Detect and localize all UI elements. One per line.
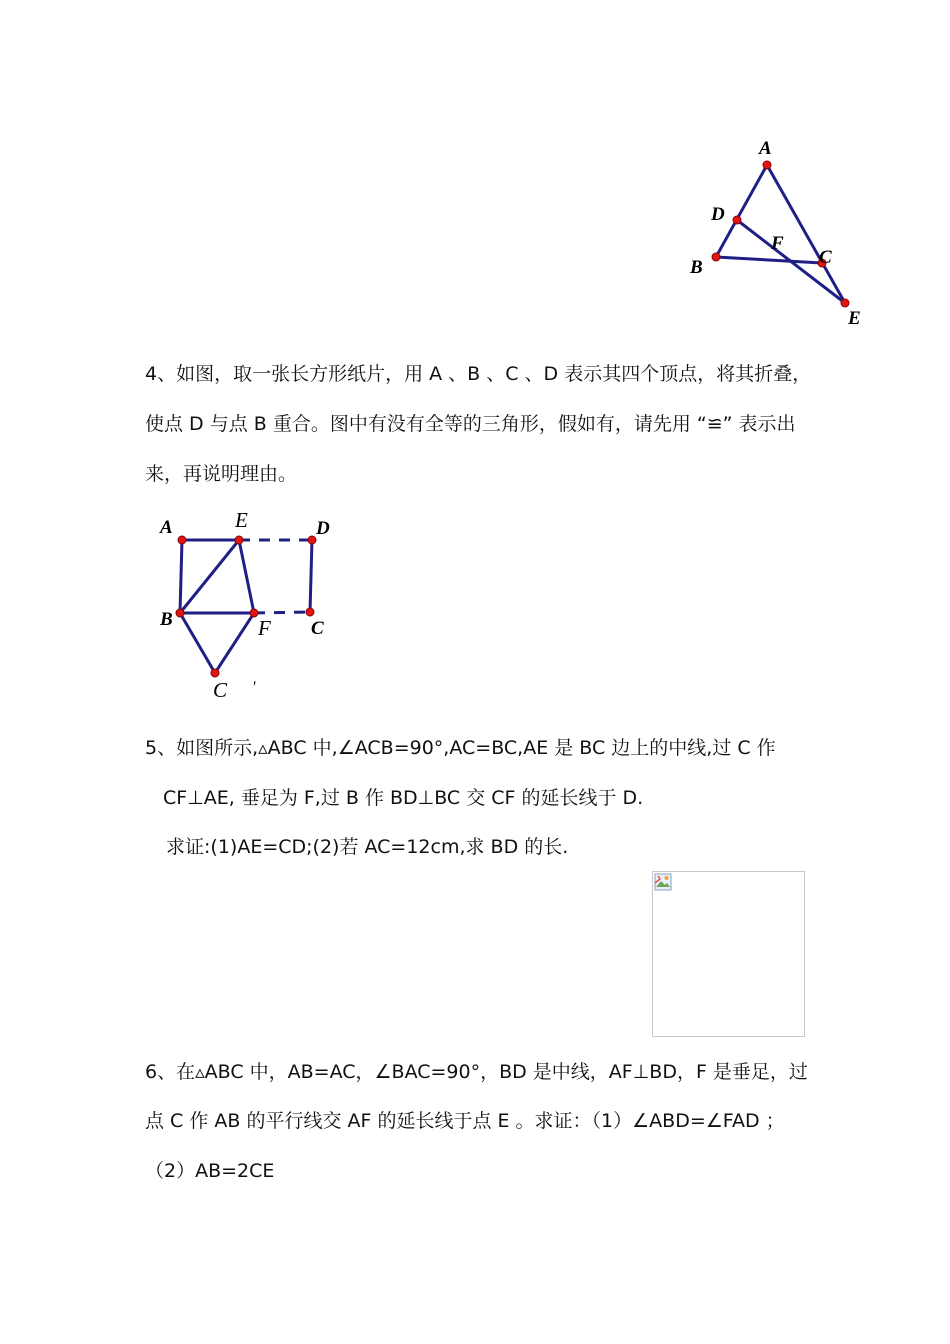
- label-e: E: [235, 508, 248, 532]
- label-c-prime: C: [213, 678, 228, 702]
- broken-image-icon: [654, 873, 672, 891]
- label-d: D: [711, 204, 725, 225]
- problem-6-line-1: 6、在▵ABC 中，AB=AC，∠BAC=90°，BD 是中线，AF⊥BD，F 是垂足，过: [145, 1061, 808, 1083]
- point-e: [841, 299, 849, 307]
- problem-6-line-3: （2）AB=2CE: [145, 1160, 275, 1182]
- problem-6-line-2: 点 C 作 AB 的平行线交 AF 的延长线于点 E 。求证：（1）∠ABD=∠FAD ；: [145, 1110, 785, 1132]
- segment-b-c-prime: [180, 613, 215, 673]
- missing-figure-placeholder: [652, 871, 805, 1037]
- point-d: [308, 536, 316, 544]
- label-e: E: [848, 308, 861, 329]
- point-b: [712, 253, 720, 261]
- problem-4-line-3: 来，再说明理由。: [145, 463, 298, 485]
- segment-d-c: [310, 540, 312, 612]
- figure-triangle-abce: [680, 130, 880, 335]
- segment-e-f: [239, 540, 254, 613]
- figure-folded-rectangle: [150, 505, 350, 705]
- label-d: D: [316, 518, 330, 539]
- point-e: [235, 536, 243, 544]
- segment-b-e: [180, 540, 239, 613]
- problem-4-line-1: 4、如图，取一张长方形纸片，用 A 、B 、C 、D 表示其四个顶点，将其折叠，: [145, 363, 812, 385]
- point-a: [763, 161, 771, 169]
- point-c: [306, 608, 314, 616]
- point-b: [176, 609, 184, 617]
- label-b: B: [690, 257, 703, 278]
- point-c-prime: [211, 669, 219, 677]
- label-a: A: [160, 517, 173, 538]
- label-b: B: [160, 609, 173, 630]
- stray-mark: ': [252, 679, 256, 696]
- segment-f-c-prime: [215, 613, 254, 673]
- point-f: [250, 609, 258, 617]
- point-a: [178, 536, 186, 544]
- problem-5-line-2: CF⊥AE, 垂足为 F,过 B 作 BD⊥BC 交 CF 的延长线于 D.: [163, 787, 644, 809]
- label-c: C: [311, 618, 324, 639]
- label-f: F: [258, 616, 271, 640]
- label-f: F: [771, 233, 784, 254]
- segment-a-b: [180, 540, 182, 613]
- segment-f-c-dashed: [254, 612, 310, 613]
- problem-5-line-1: 5、如图所示,▵ABC 中,∠ACB=90°,AC=BC,AE 是 BC 边上的中线,过 C 作: [145, 737, 776, 759]
- label-a: A: [759, 138, 772, 159]
- problem-5-line-3: 求证:(1)AE=CD;(2)若 AC=12cm,求 BD 的长.: [166, 836, 569, 858]
- point-d: [733, 216, 741, 224]
- problem-4-line-2: 使点 D 与点 B 重合。图中有没有全等的三角形，假如有，请先用 “≌” 表示出: [145, 413, 796, 435]
- segment-b-c: [716, 257, 822, 263]
- label-c: C: [819, 247, 832, 268]
